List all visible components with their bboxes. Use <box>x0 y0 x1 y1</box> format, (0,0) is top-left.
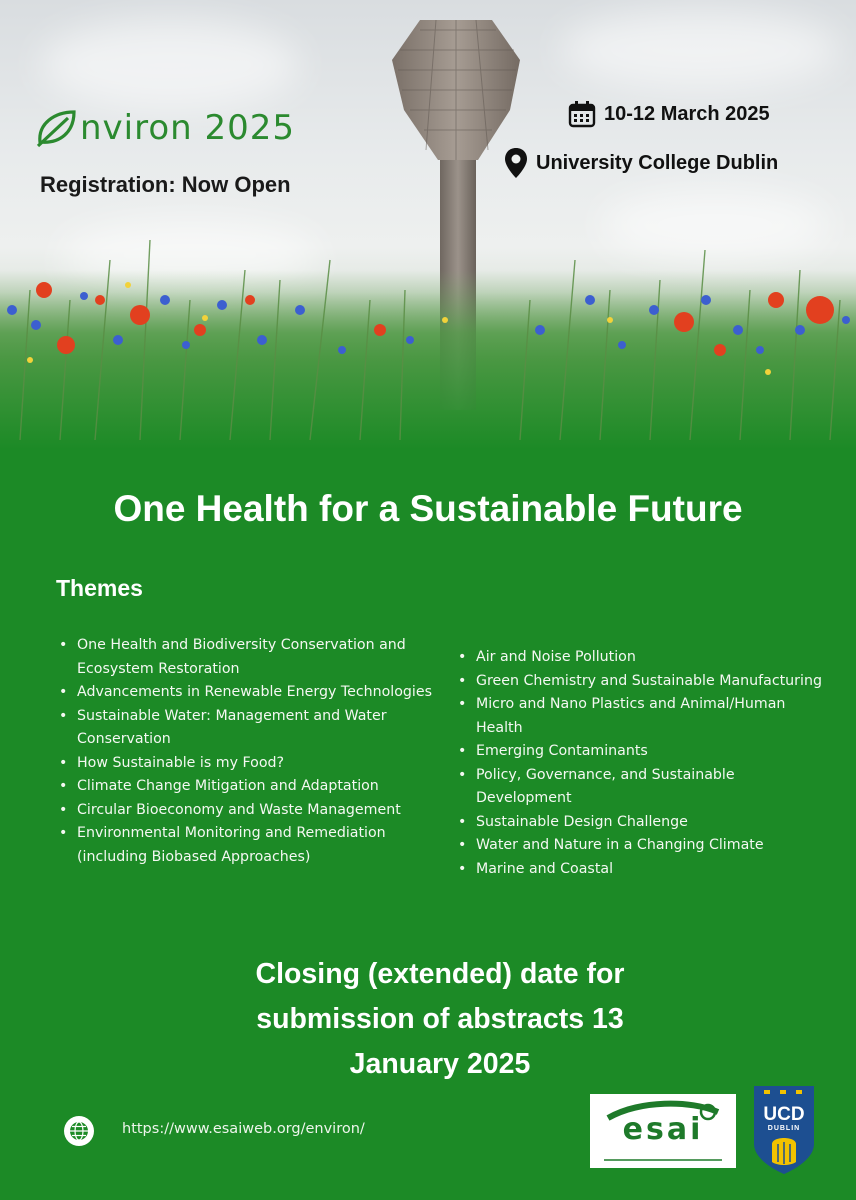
theme-item: • Environmental Monitoring and Remediation (including Biobased Approaches) <box>55 822 445 869</box>
theme-item: • Emerging Contaminants <box>454 740 834 764</box>
theme-item: • Sustainable Water: Management and Water Conservation <box>55 705 445 752</box>
theme-item: • Sustainable Design Challenge <box>454 811 834 835</box>
theme-item: • Air and Noise Pollution <box>454 646 834 670</box>
theme-item: • Policy, Governance, and Sustainable Development <box>454 764 834 811</box>
event-date <box>568 100 770 128</box>
leaf-e-icon <box>34 108 78 148</box>
themes-list-right <box>454 646 834 881</box>
event-venue-text: University College Dublin <box>536 151 779 174</box>
registration-status: Registration: Now Open <box>40 172 291 197</box>
theme-item: • Green Chemistry and Sustainable Manufacturing <box>454 670 834 694</box>
environ-logo <box>34 108 295 148</box>
themes-title: Themes <box>56 575 143 601</box>
logo-text: nviron 2025 <box>80 108 296 148</box>
globe-icon <box>64 1116 94 1146</box>
event-date-text: 10-12 March 2025 <box>604 102 770 125</box>
closing-date-notice <box>150 952 730 1087</box>
theme-item: • One Health and Biodiversity Conservation and Ecosystem Restoration <box>55 634 445 681</box>
esai-logo <box>590 1094 736 1168</box>
theme-item: • Circular Bioeconomy and Waste Management <box>55 799 445 823</box>
website-link[interactable]: https://www.esaiweb.org/environ/ <box>122 1121 365 1137</box>
theme-item: • How Sustainable is my Food? <box>55 752 445 776</box>
water-tower-meadow-illustration <box>0 0 856 450</box>
ucd-logo-subtext: DUBLIN <box>767 1125 801 1132</box>
closing-line-2: submission of abstracts 13 <box>256 1003 624 1035</box>
ucd-logo <box>752 1084 816 1176</box>
closing-line-1: Closing (extended) date for <box>255 958 625 990</box>
theme-item: • Advancements in Renewable Energy Technologies <box>55 681 445 705</box>
grass-field <box>0 270 856 450</box>
calendar-icon <box>568 100 596 128</box>
hero-photo <box>0 0 856 450</box>
theme-item: • Micro and Nano Plastics and Animal/Human Health <box>454 693 834 740</box>
map-pin-icon <box>504 147 528 179</box>
themes-list-left <box>55 634 445 869</box>
esai-logo-text: esai <box>622 1112 704 1147</box>
closing-line-3: January 2025 <box>349 1048 531 1080</box>
theme-item: • Climate Change Mitigation and Adaptation <box>55 775 445 799</box>
headline: One Health for a Sustainable Future <box>113 488 743 529</box>
theme-item: • Marine and Coastal <box>454 858 834 882</box>
theme-item: • Water and Nature in a Changing Climate <box>454 834 834 858</box>
ucd-logo-text: UCD <box>763 1104 805 1125</box>
event-venue <box>504 147 778 179</box>
